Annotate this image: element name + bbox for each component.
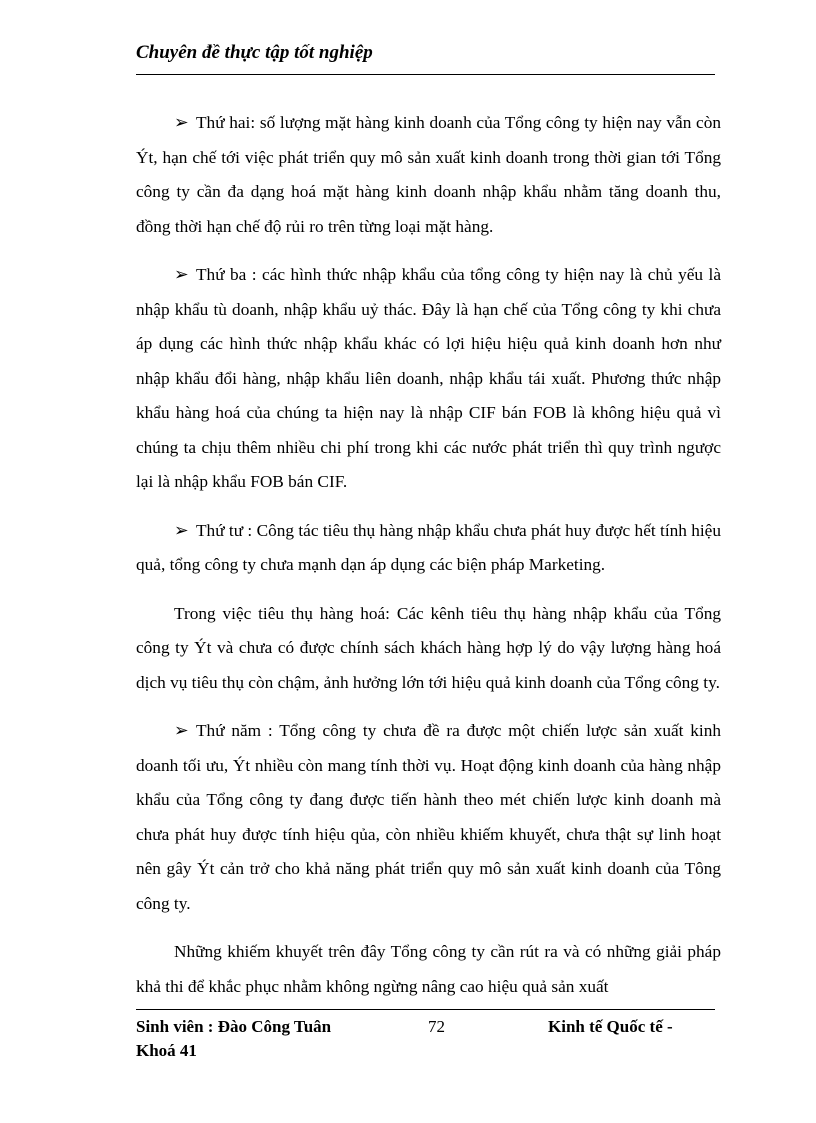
- arrow-bullet-icon: ➢: [174, 520, 189, 540]
- paragraph-text: Thứ tư : Công tác tiêu thụ hàng nhập khẩu chưa phát huy được hết tính hiệu quả, tổng công ty chưa mạnh dạn áp dụng các biện pháp Marketing.: [136, 520, 721, 574]
- paragraph-2: [136, 258, 721, 500]
- footer-student-name: Sinh viên : Đào Công Tuân: [136, 1017, 332, 1036]
- paragraph-text: Những khiếm khuyết trên đây Tổng công ty cần rút ra và có những giải pháp khả thi để khắc phục nhằm không ngừng nâng cao hiệu quả sản xuất: [136, 942, 721, 996]
- paragraph-text: Thứ năm : Tổng công ty chưa đề ra được một chiến lược sản xuất kinh doanh tối ưu, Ýt nhiều còn mang tính thời vụ. Hoạt động kinh doanh của hàng nhập khẩu của Tổng công ty đang được tiến hành theo mét chiến lược kinh doanh mà chưa phát huy được tính hiệu qủa, còn nhiều khiếm khuyết, chưa thật sự linh hoạt nên gây Ýt cản trở cho khả năng phát triển quy mô sản xuất kinh doanh của Tông công ty.: [136, 721, 721, 913]
- header-title: Chuyên đề thực tập tốt nghiệp: [136, 42, 373, 63]
- paragraph-text: Thứ ba : các hình thức nhập khẩu của tổng công ty hiện nay là chủ yếu là nhập khẩu tù doanh, nhập khẩu uỷ thác. Đây là hạn chế của Tổng công ty khi chưa áp dụng các hình thức nhập khẩu khác có lợi hiệu hiệu quả kinh doanh hơn như nhập khẩu đổi hàng, nhập khẩu liên doanh, nhập khẩu tái xuất. Phương thức nhập khẩu hàng hoá của chúng ta hiện nay là nhập CIF bán FOB là không hiệu quả vì chúng ta chịu thêm nhiều chi phí trong khi các nước phát triển thì quy trình ngược lại là nhập khẩu FOB bán CIF.: [136, 265, 721, 491]
- document-body: [136, 106, 721, 1018]
- paragraph-4: [136, 597, 721, 701]
- footer-class: Khoá 41: [136, 1041, 197, 1060]
- paragraph-6: [136, 935, 721, 1004]
- paragraph-3: [136, 514, 721, 583]
- paragraph-5: [136, 714, 721, 921]
- paragraph-text: Trong việc tiêu thụ hàng hoá: Các kênh tiêu thụ hàng nhập khẩu của Tổng công ty Ýt và chưa có được chính sách khách hàng hợp lý do vậy lượng hàng hoá dịch vụ tiêu thụ còn chậm, ảnh hưởng lớn tới hiệu quả kinh doanh của Tổng công ty.: [136, 603, 721, 692]
- paragraph-text: Thứ hai: số lượng mặt hàng kinh doanh của Tổng công ty hiện nay vẫn còn Ýt, hạn chế tới việc phát triển quy mô sản xuất kinh doanh trong thời gian tới Tổng công ty cần đa dạng hoá mặt hàng kinh doanh nhập khẩu nhằm tăng doanh thu, đồng thời hạn chế độ rủi ro trên từng loại mặt hàng.: [136, 113, 721, 236]
- footer-rule: [136, 1009, 715, 1010]
- header-rule: [136, 74, 715, 75]
- arrow-bullet-icon: ➢: [174, 721, 189, 740]
- arrow-bullet-icon: ➢: [174, 113, 189, 132]
- footer-major: Kinh tế Quốc tế -: [548, 1017, 673, 1036]
- paragraph-1: [136, 106, 721, 244]
- page-number: 72: [428, 1017, 445, 1036]
- arrow-bullet-icon: ➢: [174, 265, 189, 284]
